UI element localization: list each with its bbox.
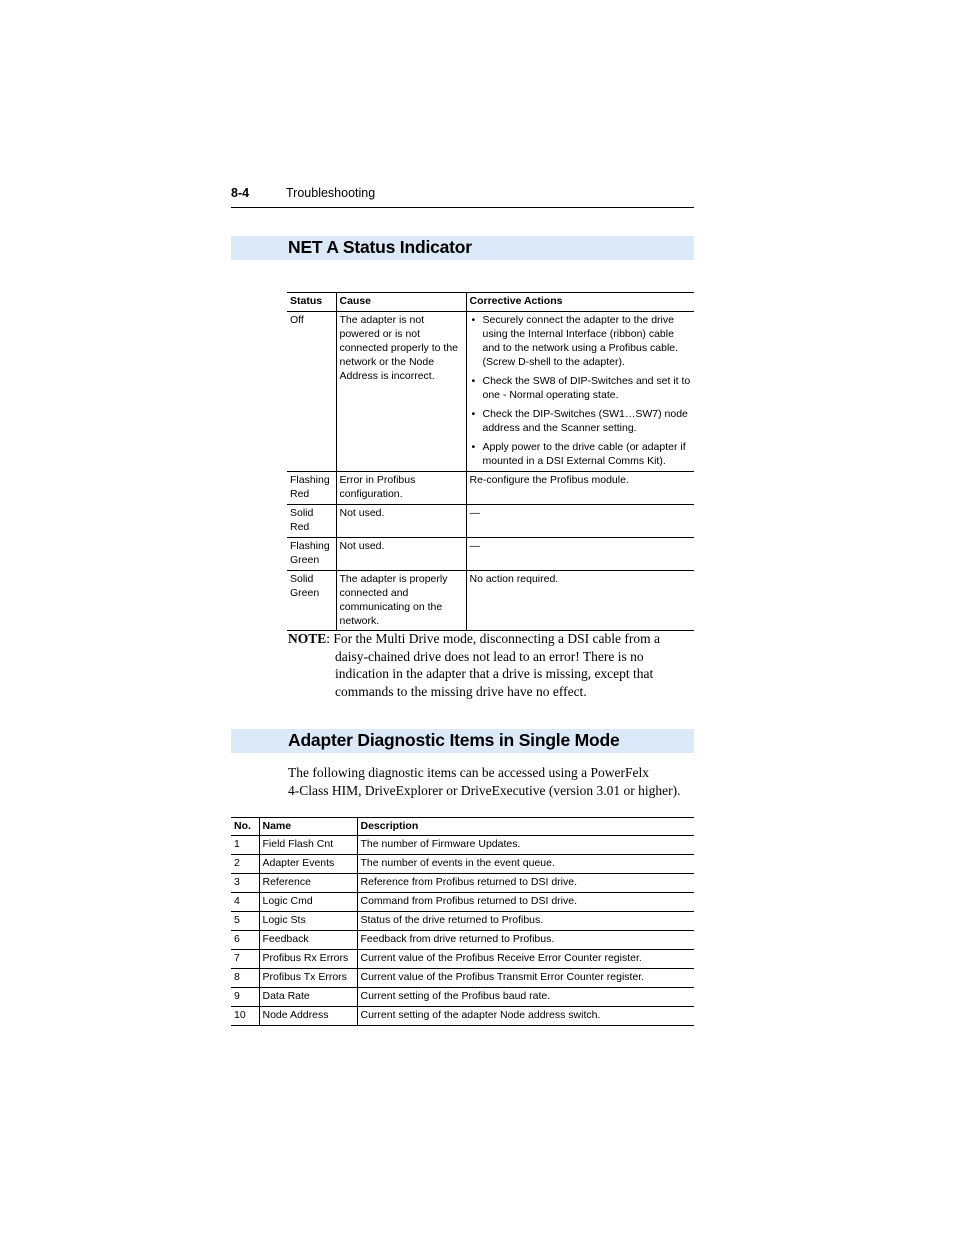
note-paragraph <box>288 630 688 700</box>
note-line: daisy-chained drive does not lead to an error! There is no <box>335 648 644 664</box>
table-row <box>231 893 694 912</box>
name-cell: Data Rate <box>259 988 357 1007</box>
status-cell <box>287 538 336 571</box>
running-header <box>231 185 694 208</box>
page-number: 8-4 <box>231 186 250 200</box>
description-cell: Reference from Profibus returned to DSI drive. <box>357 874 694 893</box>
name-cell: Profibus Rx Errors <box>259 950 357 969</box>
description-cell: Current value of the Profibus Transmit Error Counter register. <box>357 969 694 988</box>
action-cell: Re-configure the Profibus module. <box>466 472 694 505</box>
name-cell: Node Address <box>259 1007 357 1026</box>
no-cell: 6 <box>231 931 259 950</box>
column-header-status: Status <box>287 293 336 312</box>
table-row <box>287 571 694 631</box>
description-cell: The number of Firmware Updates. <box>357 836 694 855</box>
status-cell <box>287 505 336 538</box>
net-status-table <box>287 292 694 631</box>
status-text: Flashing <box>290 474 330 486</box>
description-cell: Feedback from drive returned to Profibus. <box>357 931 694 950</box>
no-cell: 8 <box>231 969 259 988</box>
table-row <box>231 912 694 931</box>
diagnostics-intro <box>288 764 698 799</box>
no-cell: 5 <box>231 912 259 931</box>
intro-line: 4-Class HIM, DriveExplorer or DriveExecutive (version 3.01 or higher). <box>288 782 681 798</box>
note-line: indication in the adapter that a drive is missing, except that <box>335 666 654 681</box>
no-cell: 9 <box>231 988 259 1007</box>
action-cell: — <box>466 505 694 538</box>
table-row <box>231 874 694 893</box>
status-cell <box>287 571 336 631</box>
description-cell: Status of the drive returned to Profibus. <box>357 912 694 931</box>
cause-cell: Error in Profibus configuration. <box>336 472 466 505</box>
no-cell: 10 <box>231 1007 259 1026</box>
note-text: : For the Multi Drive mode, disconnecting a DSI cable from a <box>326 631 660 646</box>
intro-line: The following diagnostic items can be accessed using a PowerFelx <box>288 765 650 780</box>
name-cell: Field Flash Cnt <box>259 836 357 855</box>
net-status-heading-band <box>231 236 694 260</box>
cause-cell: Not used. <box>336 538 466 571</box>
note-line: commands to the missing drive have no effect. <box>335 683 587 699</box>
name-cell: Reference <box>259 874 357 893</box>
column-header-name: Name <box>259 818 357 836</box>
section-title: Troubleshooting <box>286 186 376 200</box>
note-first-line <box>288 630 688 648</box>
description-cell: Current value of the Profibus Receive Error Counter register. <box>357 950 694 969</box>
table-row <box>231 836 694 855</box>
table-row <box>231 988 694 1007</box>
table-row <box>287 538 694 571</box>
table-header-row <box>287 293 694 312</box>
diagnostic-items-table <box>231 817 694 1026</box>
diagnostics-heading-band <box>231 729 694 753</box>
column-header-actions: Corrective Actions <box>466 293 694 312</box>
column-header-cause: Cause <box>336 293 466 312</box>
list-item: • Check the DIP-Switches (SW1…SW7) node address and the Scanner setting. <box>470 407 692 435</box>
status-text: Red <box>290 521 310 533</box>
table-row <box>231 969 694 988</box>
name-cell: Logic Cmd <box>259 893 357 912</box>
no-cell: 4 <box>231 893 259 912</box>
table-row <box>287 472 694 505</box>
name-cell: Logic Sts <box>259 912 357 931</box>
status-text: Green <box>290 587 320 599</box>
name-cell: Feedback <box>259 931 357 950</box>
table-row <box>231 1007 694 1026</box>
name-cell: Profibus Tx Errors <box>259 969 357 988</box>
net-status-heading: NET A Status Indicator <box>288 237 472 257</box>
status-text: Off <box>290 314 304 326</box>
description-cell: Current setting of the Profibus baud rate. <box>357 988 694 1007</box>
no-cell: 3 <box>231 874 259 893</box>
no-cell: 7 <box>231 950 259 969</box>
cause-cell: Not used. <box>336 505 466 538</box>
table-row <box>231 931 694 950</box>
cause-cell: The adapter is not powered or is not connected properly to the network or the Node Address is incorrect. <box>336 312 466 472</box>
table-row <box>231 950 694 969</box>
list-item: • Apply power to the drive cable (or adapter if mounted in a DSI External Comms Kit). <box>470 440 692 468</box>
action-list <box>470 313 692 468</box>
table-row <box>287 312 694 472</box>
list-item: • Securely connect the adapter to the drive using the Internal Interface (ribbon) cable and to the network using a Profibus cable. (Screw D-shell to the adapter). <box>470 313 692 369</box>
status-text: Flashing <box>290 540 330 552</box>
column-header-description: Description <box>357 818 694 836</box>
table-row <box>231 855 694 874</box>
description-cell: The number of events in the event queue. <box>357 855 694 874</box>
status-cell <box>287 312 336 472</box>
action-cell: No action required. <box>466 571 694 631</box>
column-header-no: No. <box>231 818 259 836</box>
name-cell: Adapter Events <box>259 855 357 874</box>
status-text: Solid <box>290 573 314 585</box>
cause-cell: The adapter is properly connected and communicating on the network. <box>336 571 466 631</box>
status-text: Green <box>290 554 320 566</box>
table-header-row <box>231 818 694 836</box>
action-cell: — <box>466 538 694 571</box>
no-cell: 2 <box>231 855 259 874</box>
status-text: Solid <box>290 507 314 519</box>
description-cell: Command from Profibus returned to DSI drive. <box>357 893 694 912</box>
no-cell: 1 <box>231 836 259 855</box>
actions-cell <box>466 312 694 472</box>
diagnostics-heading: Adapter Diagnostic Items in Single Mode <box>288 730 620 750</box>
list-item: • Check the SW8 of DIP-Switches and set it to one - Normal operating state. <box>470 374 692 402</box>
status-text: Red <box>290 488 310 500</box>
note-label: NOTE <box>288 631 327 646</box>
description-cell: Current setting of the adapter Node address switch. <box>357 1007 694 1026</box>
table-row <box>287 505 694 538</box>
status-cell <box>287 472 336 505</box>
